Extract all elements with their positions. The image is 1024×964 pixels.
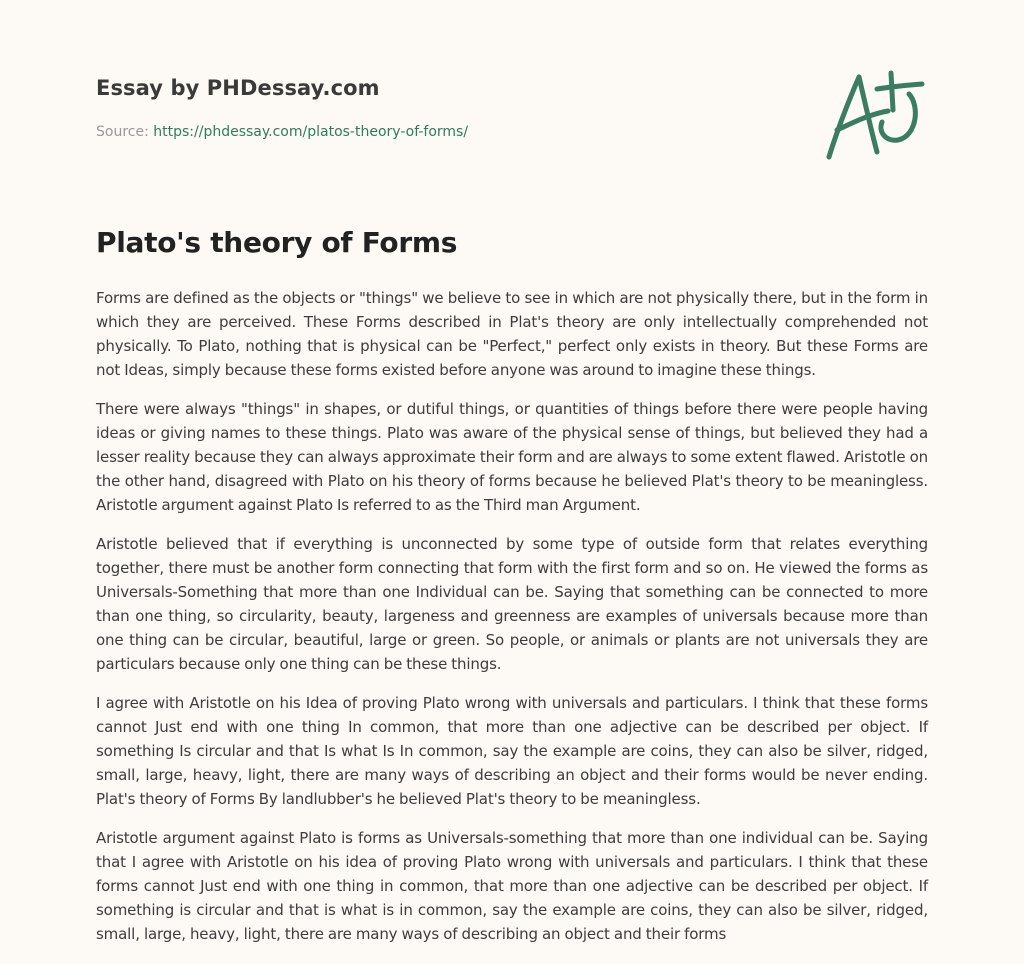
source-label: Source:: [96, 124, 149, 140]
essay-paragraph: I agree with Aristotle on his Idea of proving Plato wrong with universals and particulars. I think that these forms cannot Just end with one thing In common, that more than one adjective can be described per object. If something Is circular and that Is what Is In common, say the example are coins, they can also be silver, ridged, small, large, heavy, light, there are many ways of describing an object and their forms would be never ending. Plat's theory of Forms By landlubber's he believed Plat's theory to be meaningless.: [96, 694, 928, 808]
source-link[interactable]: https://phdessay.com/platos-theory-of-forms/: [153, 124, 469, 140]
essay-paragraph: Forms are defined as the objects or "things" we believe to see in which are not physically there, but in the form in which they are perceived. These Forms described in Plat's theory are only intellectually comprehended not physically. To Plato, nothing that is physical can be "Perfect," perfect only exists in theory. But these Forms are not Ideas, simply because these forms existed before anyone was around to imagine these things.: [96, 289, 928, 379]
a-plus-grade-icon: [822, 68, 928, 164]
essay-paragraph: There were always "things" in shapes, or dutiful things, or quantities of things before there were people having ideas or giving names to these things. Plato was aware of the physical sense of things, but believed they had a lesser reality because they can always approximate their form and are always to some extent flawed. Aristotle on the other hand, disagreed with Plato on his theory of forms because he believed Plat's theory to be meaningless. Aristotle argument against Plato Is referred to as the Third man Argument.: [96, 400, 928, 514]
essay-paragraph: Aristotle argument against Plato is forms as Universals-something that more than one individual can be. Saying that I agree with Aristotle on his idea of proving Plato wrong with universals and particulars. I think that these forms cannot Just end with one thing in common, that more than one adjective can be described per object. If something is circular and that is what is in common, say the example are coins, they can also be silver, ridged, small, large, heavy, light, there are many ways of describing an object and their forms: [96, 829, 928, 943]
essay-title: Plato's theory of Forms: [96, 226, 458, 259]
source-line: [96, 124, 468, 140]
essay-paragraph: Aristotle believed that if everything is unconnected by some type of outside form that relates everything together, there must be another form connecting that form with the first form and so on. He viewed the forms as Universals-Something that more than one Individual can be. Saying that something can be connected to more than one thing, so circularity, beauty, largeness and greenness are examples of universals because more than one thing can be circular, beautiful, large or green. So people, or animals or plants are not universals they are particulars because only one thing can be these things.: [96, 535, 928, 673]
site-brand: Essay by PHDessay.com: [96, 76, 380, 100]
essay-body: [96, 286, 928, 961]
